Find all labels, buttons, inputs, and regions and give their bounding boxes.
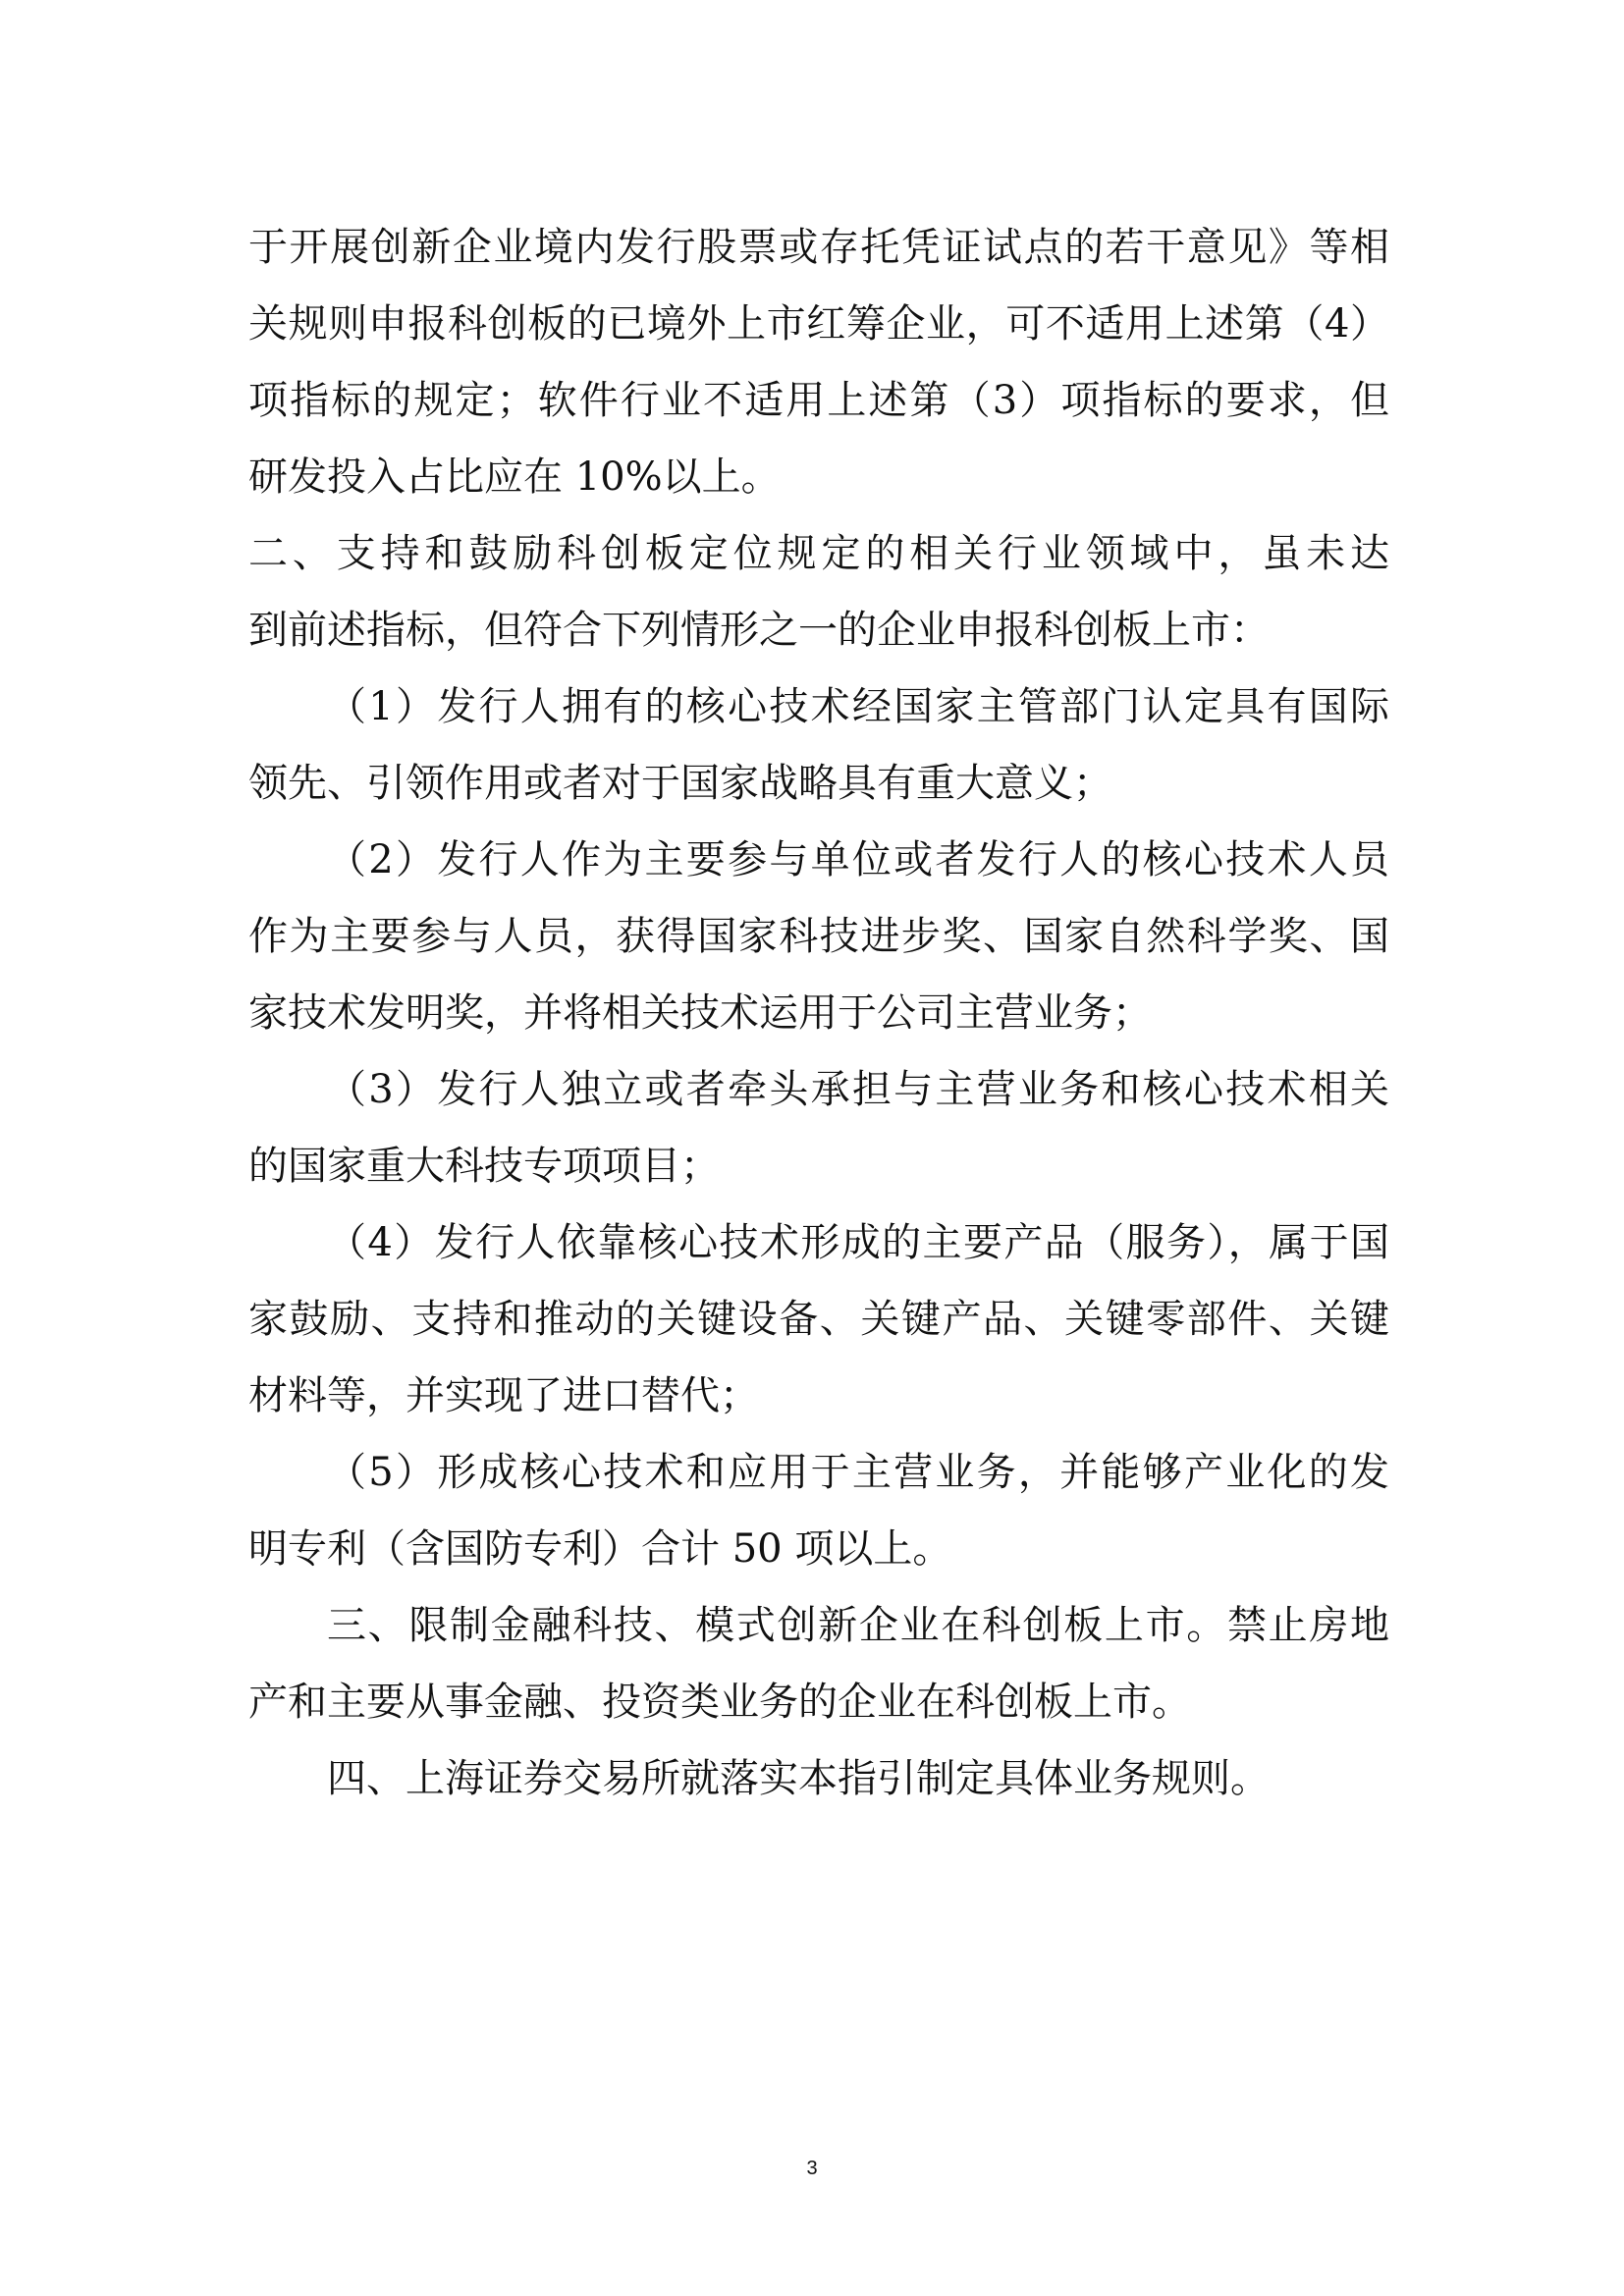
item-3-line-1: （3）发行人独立或者牵头承担与主营业务和核心技术相关	[327, 1067, 1389, 1112]
text-line-3: 项指标的规定；软件行业不适用上述第（3）项指标的要求，但	[248, 378, 1389, 423]
item-1-line-1: （1）发行人拥有的核心技术经国家主管部门认定具有国际	[327, 684, 1389, 729]
page-number: 3	[806, 2158, 818, 2179]
item-4-line-3: 材料等，并实现了进口替代；	[248, 1373, 759, 1418]
text-line-2: 关规则申报科创板的已境外上市红筹企业，可不适用上述第（4）	[248, 301, 1389, 347]
item-5-line-1: （5）形成核心技术和应用于主营业务，并能够产业化的发	[327, 1450, 1389, 1495]
item-4-line-2: 家鼓励、支持和推动的关键设备、关键产品、关键零部件、关键	[248, 1297, 1389, 1342]
text-line-4: 研发投入占比应在 10%以上。	[248, 454, 781, 500]
section-3-line-2: 产和主要从事金融、投资类业务的企业在科创板上市。	[248, 1680, 1191, 1725]
text-line-1: 于开展创新企业境内发行股票或存托凭证试点的若干意见》等相	[248, 225, 1389, 270]
item-5-line-2: 明专利（含国防专利）合计 50 项以上。	[248, 1526, 952, 1572]
item-4-line-1: （4）发行人依靠核心技术形成的主要产品（服务），属于国	[327, 1220, 1389, 1265]
item-1-line-2: 领先、引领作用或者对于国家战略具有重大意义；	[248, 761, 1112, 806]
item-3-line-2: 的国家重大科技专项项目；	[248, 1144, 720, 1189]
section-4-line-1: 四、上海证券交易所就落实本指引制定具体业务规则。	[327, 1756, 1270, 1801]
section-3-line-1: 三、限制金融科技、模式创新企业在科创板上市。禁止房地	[327, 1603, 1389, 1648]
item-2-line-1: （2）发行人作为主要参与单位或者发行人的核心技术人员	[327, 837, 1389, 882]
section-2-heading-line-1: 二、支持和鼓励科创板定位规定的相关行业领域中，虽未达	[248, 531, 1389, 576]
section-2-heading-line-2: 到前述指标，但符合下列情形之一的企业申报科创板上市：	[248, 608, 1270, 653]
item-2-line-2: 作为主要参与人员，获得国家科技进步奖、国家自然科学奖、国	[248, 914, 1389, 959]
item-2-line-3: 家技术发明奖，并将相关技术运用于公司主营业务；	[248, 990, 1152, 1036]
